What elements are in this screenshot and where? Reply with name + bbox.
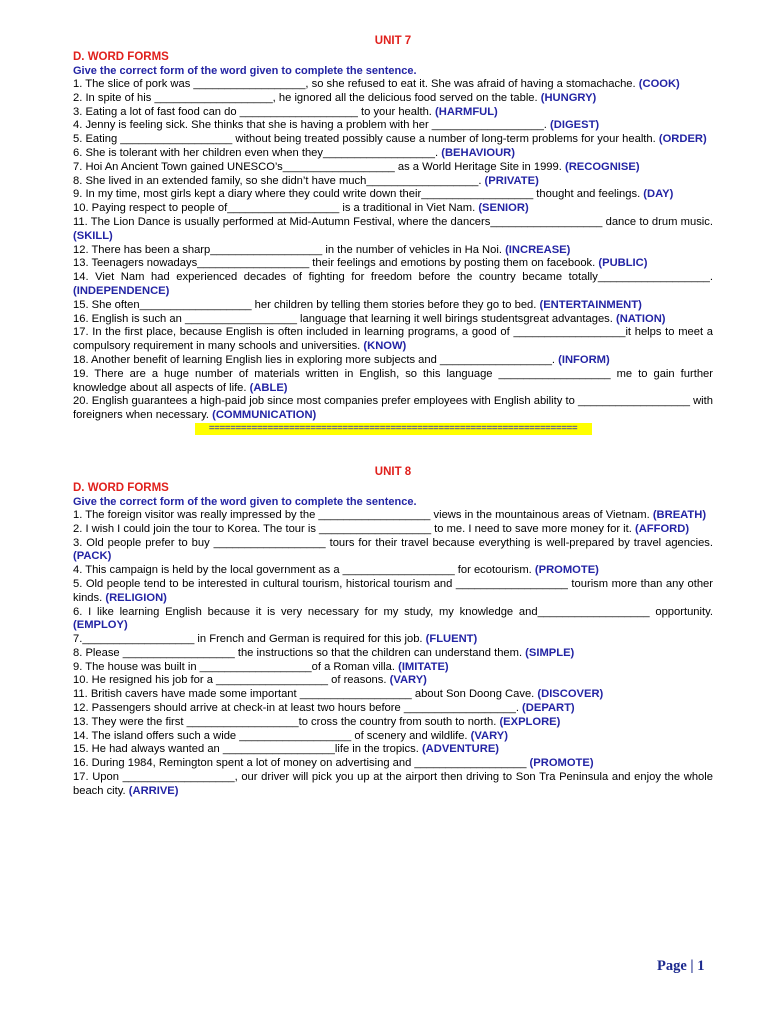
word-hint: (PACK) [73,550,112,563]
exercise-sentence: 17. In the first place, because English is often included in learning programs, a good of __________________it helps to meet a compulsory requirement in many schools and universities. [73,326,713,353]
word-hint: (FLUENT) [425,633,478,646]
exercise-sentence: 6. I like learning English because it is very necessary for my study, my knowledge and__________________ opportunity. [73,605,713,618]
exercise-sentence: 2. In spite of his ___________________, he ignored all the delicious food served on the table. [73,91,538,104]
word-hint: (AFFORD) [635,522,690,535]
word-hint: (ADVENTURE) [421,743,500,756]
exercise-sentence: 11. British cavers have made some important __________________ about Son Doong Cave. [73,688,535,701]
exercise-item [73,175,713,189]
exercise-sentence: 13. They were the first __________________to cross the country from south to north. [73,715,497,728]
exercise-item [73,257,713,271]
word-hint: (COOK) [638,78,680,90]
exercise-sentence: 15. He had always wanted an __________________life in the tropics. [73,743,419,756]
exercise-item [73,395,713,423]
word-hint: (DEPART) [522,702,575,715]
exercise-sentence: 2. I wish I could join the tour to Korea. The tour is __________________ to me. I need to save more money for it. [73,522,632,535]
word-hint: (DAY) [643,188,674,201]
exercise-sentence: 4. This campaign is held by the local government as a __________________ for ecotourism. [73,564,532,577]
exercise-sentence: 7.__________________ in French and German is required for this job. [73,633,423,646]
exercise-item [73,326,713,354]
exercise-sentence: 5. Eating __________________ without being treated possibly cause a number of long-term problems for your health. [73,133,656,146]
exercise-sentence: 13. Teenagers nowadays__________________ their feelings and emotions by posting them on facebook. [73,257,596,270]
exercise-item [73,92,713,106]
exercise-item [73,716,713,730]
word-hint: (INDEPENDENCE) [73,284,170,297]
exercise-sentence: 3. Old people prefer to buy __________________ tours for their travel because everything is well-prepared by travel agencies. [73,536,713,549]
exercise-sentence: 10. He resigned his job for a __________________ of reasons. [73,674,387,687]
word-hint: (NATION) [616,312,666,325]
exercise-item [73,771,713,799]
exercise-sentence: 1. The foreign visitor was really impressed by the __________________ views in the mountainous areas of Vietnam. [73,508,650,521]
exercise-sentence: 7. Hoi An Ancient Town gained UNESCO’s__________________ as a World Heritage Site in 1999. [73,160,562,173]
unit8-title: UNIT 8 [374,465,412,478]
exercise-item [73,244,713,258]
exercise-sentence: 10. Paying respect to people of__________________ is a traditional in Viet Nam. [73,202,476,215]
word-hint: (VARY) [470,729,508,742]
word-hint: (PROMOTE) [529,757,594,770]
word-hint: (HUNGRY) [540,91,597,104]
word-hint: (RELIGION) [105,591,167,604]
exercise-item [73,674,713,688]
exercise-item [73,188,713,202]
word-hint: (SENIOR) [478,202,529,215]
exercise-item [73,147,713,161]
exercise-sentence: 8. Please __________________ the instructions so that the children can understand them. [73,646,523,659]
word-hint: (BREATH) [652,508,707,521]
word-hint: (PRIVATE) [484,174,539,187]
exercise-item [73,633,713,647]
word-hint: (BEHAVIOUR) [441,146,515,159]
word-hint: (COMMUNICATION) [212,409,317,422]
exercise-item [73,216,713,244]
exercise-sentence: 12. There has been a sharp__________________ in the number of vehicles in Ha Noi. [73,243,502,256]
exercise-sentence: 9. In my time, most girls kept a diary where they could write down their__________________ thought and feelings. [73,188,641,201]
exercise-sentence: 16. English is such an __________________ language that learning it well birings studentsgreat advantages. [73,312,613,325]
exercise-item [73,299,713,313]
word-hint: (DIGEST) [550,119,600,132]
word-hint: (ORDER) [658,133,707,146]
exercise-item [73,368,713,396]
exercise-item [73,523,713,537]
unit7-item-list [73,78,713,423]
word-hint: (IMITATE) [398,660,449,673]
unit8-section-title: D. WORD FORMS [73,481,169,494]
exercise-item [73,509,713,523]
exercise-item [73,106,713,120]
exercise-item [73,730,713,744]
separator-line: ===================================================================== [195,423,592,435]
word-hint: (INCREASE) [505,243,571,256]
exercise-item [73,743,713,757]
exercise-item [73,688,713,702]
exercise-item [73,354,713,368]
exercise-item [73,202,713,216]
exercise-item [73,564,713,578]
unit7-section-title: D. WORD FORMS [73,51,169,63]
word-hint: (HARMFUL) [435,105,498,118]
exercise-sentence: 19. There are a huge number of materials written in English, so this language __________________ me to gain further knowledge about all aspects of life. [73,367,713,394]
exercise-sentence: 11. The Lion Dance is usually performed at Mid-Autumn Festival, where the dancers__________________ dance to drum music. [73,215,713,228]
exercise-sentence: 16. During 1984, Remington spent a lot of money on advertising and __________________ [73,757,527,770]
exercise-item [73,78,713,92]
page-number: Page | 1 [657,958,705,974]
exercise-item [73,702,713,716]
exercise-item [73,661,713,675]
exercise-sentence: 14. Viet Nam had experienced decades of fighting for freedom before the country became totally__________________. [73,271,713,284]
unit7-title: UNIT 7 [374,35,412,47]
document-page [73,34,713,799]
word-hint: (KNOW) [363,340,407,353]
exercise-item [73,161,713,175]
word-hint: (VARY) [389,674,427,687]
exercise-sentence: 5. Old people tend to be interested in cultural tourism, historical tourism and __________________ tourism more than any other kinds. [73,577,713,604]
word-hint: (SIMPLE) [525,646,575,659]
word-hint: (ARRIVE) [128,784,179,797]
exercise-item [73,647,713,661]
word-hint: (EMPLOY) [73,619,128,632]
exercise-sentence: 1. The slice of pork was __________________, so she refused to eat it. She was afraid of having a stomachache. [73,78,636,90]
exercise-sentence: 4. Jenny is feeling sick. She thinks that she is having a problem with her __________________. [73,119,547,132]
exercise-sentence: 9. The house was built in __________________of a Roman villa. [73,660,395,673]
word-hint: (PUBLIC) [598,257,648,270]
exercise-sentence: 14. The island offers such a wide __________________ of scenery and wildlife. [73,729,468,742]
word-hint: (EXPLORE) [499,715,561,728]
word-hint: (DISCOVER) [537,688,604,701]
exercise-sentence: 8. She lived in an extended family, so she didn’t have much__________________. [73,174,482,187]
exercise-item [73,119,713,133]
word-hint: (INFORM) [558,353,610,366]
exercise-sentence: 12. Passengers should arrive at check-in at least two hours before __________________. [73,702,519,715]
exercise-sentence: 6. She is tolerant with her children even when they__________________. [73,146,439,159]
word-hint: (SKILL) [73,229,113,242]
exercise-item [73,578,713,606]
exercise-item [73,133,713,147]
exercise-item [73,757,713,771]
exercise-item [73,537,713,565]
word-hint: (PROMOTE) [534,564,599,577]
unit8-instruction: Give the correct form of the word given to complete the sentence. [73,495,417,508]
exercise-sentence: 3. Eating a lot of fast food can do ___________________ to your health. [73,105,432,118]
exercise-sentence: 20. English guarantees a high-paid job since most companies prefer employees with English ability to __________________ with foreigners when necessary. [73,395,713,422]
word-hint: (ABLE) [249,381,288,394]
exercise-sentence: 15. She often__________________ her children by telling them stories before they go to bed. [73,298,537,311]
unit7-instruction: Give the correct form of the word given to complete the sentence. [73,65,417,77]
exercise-item [73,606,713,634]
word-hint: (RECOGNISE) [564,160,640,173]
unit8-item-list [73,509,713,799]
word-hint: (ENTERTAINMENT) [539,298,642,311]
exercise-item [73,271,713,299]
exercise-item [73,313,713,327]
exercise-sentence: 18. Another benefit of learning English lies in exploring more subjects and __________________. [73,353,556,366]
exercise-sentence: 17. Upon __________________, our driver will pick you up at the airport then driving to Son Tra Peninsula and enjoy the whole beach city. [73,771,713,797]
